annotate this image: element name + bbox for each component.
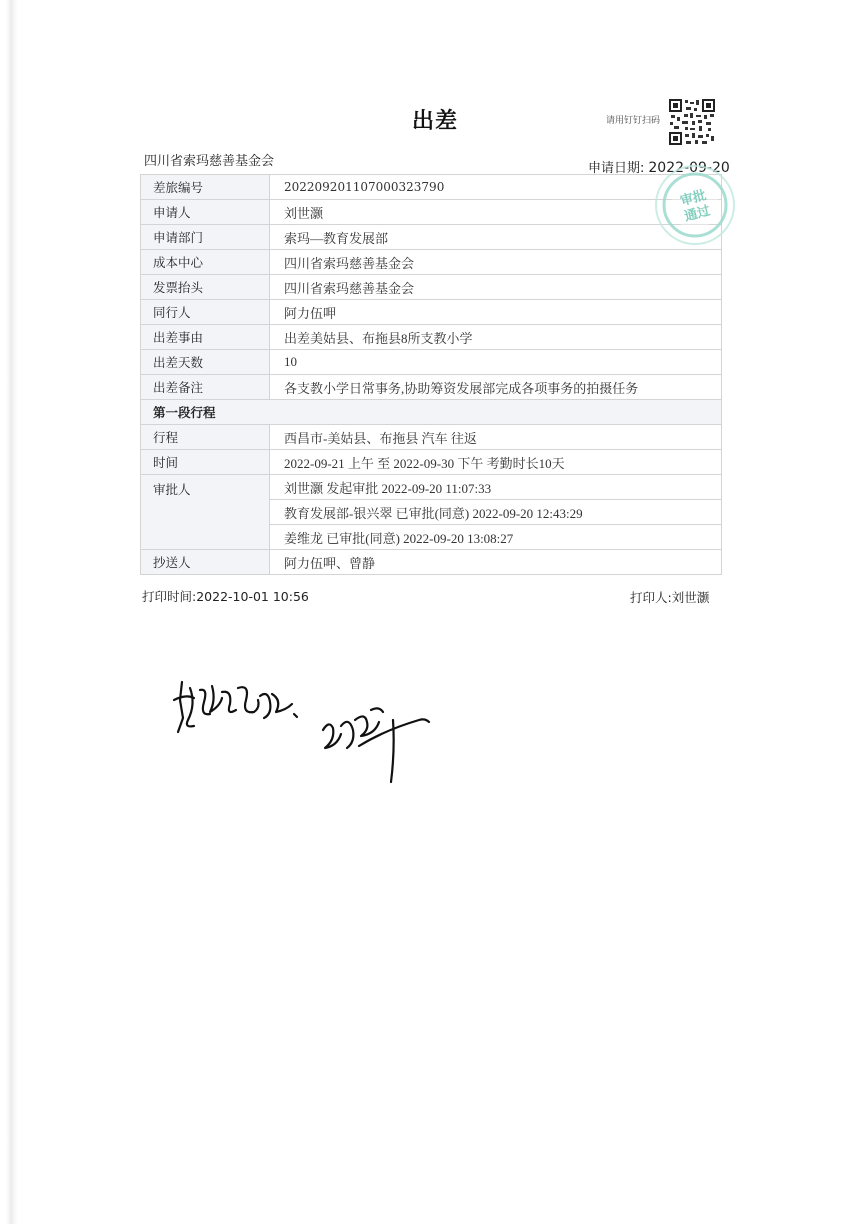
field-label: 出差备注 <box>141 375 270 400</box>
printer-label: 打印人: <box>630 590 672 605</box>
route-value: 西昌市-美姑县、布拖县 汽车 往返 <box>270 425 722 450</box>
cc-value: 阿力伍呷、曾静 <box>270 550 722 575</box>
field-label: 出差天数 <box>141 350 270 375</box>
scan-edge-shadow <box>6 0 18 1224</box>
field-label: 差旅编号 <box>141 175 270 200</box>
applicant-value: 刘世灏 <box>270 200 722 225</box>
field-label: 时间 <box>141 450 270 475</box>
approval-entry: 教育发展部-银兴翠 已审批(同意) 2022-09-20 12:43:29 <box>270 500 722 525</box>
table-row <box>141 250 722 275</box>
cost-center-value: 四川省索玛慈善基金会 <box>270 250 722 275</box>
document-title: 出差 <box>411 109 458 134</box>
field-label: 成本中心 <box>141 250 270 275</box>
table-row <box>141 475 722 500</box>
table-row <box>141 200 722 225</box>
field-label: 行程 <box>141 425 270 450</box>
stamp-text-line1: 审批 <box>678 188 708 210</box>
apply-date-value: 2022-09-20 <box>648 160 730 176</box>
stamp-text-line2: 通过 <box>682 203 712 225</box>
print-time <box>142 587 309 605</box>
field-label: 申请部门 <box>141 225 270 250</box>
field-label: 出差事由 <box>141 325 270 350</box>
handwritten-signature <box>160 670 310 750</box>
field-label: 申请人 <box>141 200 270 225</box>
table-row <box>141 225 722 250</box>
section-row <box>141 400 722 425</box>
organization-name: 四川省索玛慈善基金会 <box>144 154 275 169</box>
field-label: 审批人 <box>141 475 270 550</box>
scan-hint: 请用钉钉扫码 <box>606 116 661 126</box>
qr-code-icon <box>668 98 716 146</box>
table-row <box>141 425 722 450</box>
table-row <box>141 275 722 300</box>
printer-value: 刘世灏 <box>671 590 710 605</box>
trip-remarks-value: 各支教小学日常事务,协助筹资发展部完成各项事务的拍摄任务 <box>270 375 722 400</box>
table-row <box>141 175 722 200</box>
companion-value: 阿力伍呷 <box>270 300 722 325</box>
travel-number-value: 202209201107000323790 <box>270 175 722 200</box>
field-label: 抄送人 <box>141 550 270 575</box>
department-value: 索玛—教育发展部 <box>270 225 722 250</box>
table-row <box>141 325 722 350</box>
approval-entry: 刘世灏 发起审批 2022-09-20 11:07:33 <box>270 475 722 500</box>
table-row <box>141 450 722 475</box>
trip-reason-value: 出差美姑县、布拖县8所支教小学 <box>270 325 722 350</box>
table-row <box>141 350 722 375</box>
approval-stamp <box>654 164 736 246</box>
field-label: 同行人 <box>141 300 270 325</box>
print-time-value: 2022-10-01 10:56 <box>196 589 309 604</box>
handwritten-signature <box>315 690 435 790</box>
table-row <box>141 550 722 575</box>
trip-days-value: 10 <box>270 350 722 375</box>
invoice-title-value: 四川省索玛慈善基金会 <box>270 275 722 300</box>
field-label: 发票抬头 <box>141 275 270 300</box>
table-row <box>141 375 722 400</box>
printer <box>630 588 709 606</box>
approval-entry: 姜维龙 已审批(同意) 2022-09-20 13:08:27 <box>270 525 722 550</box>
table-row <box>141 300 722 325</box>
time-value: 2022-09-21 上午 至 2022-09-30 下午 考勤时长10天 <box>270 450 722 475</box>
print-time-label: 打印时间: <box>142 589 197 604</box>
apply-date-label: 申请日期: <box>588 161 645 176</box>
section-title: 第一段行程 <box>141 400 722 425</box>
travel-form-table <box>140 174 722 575</box>
